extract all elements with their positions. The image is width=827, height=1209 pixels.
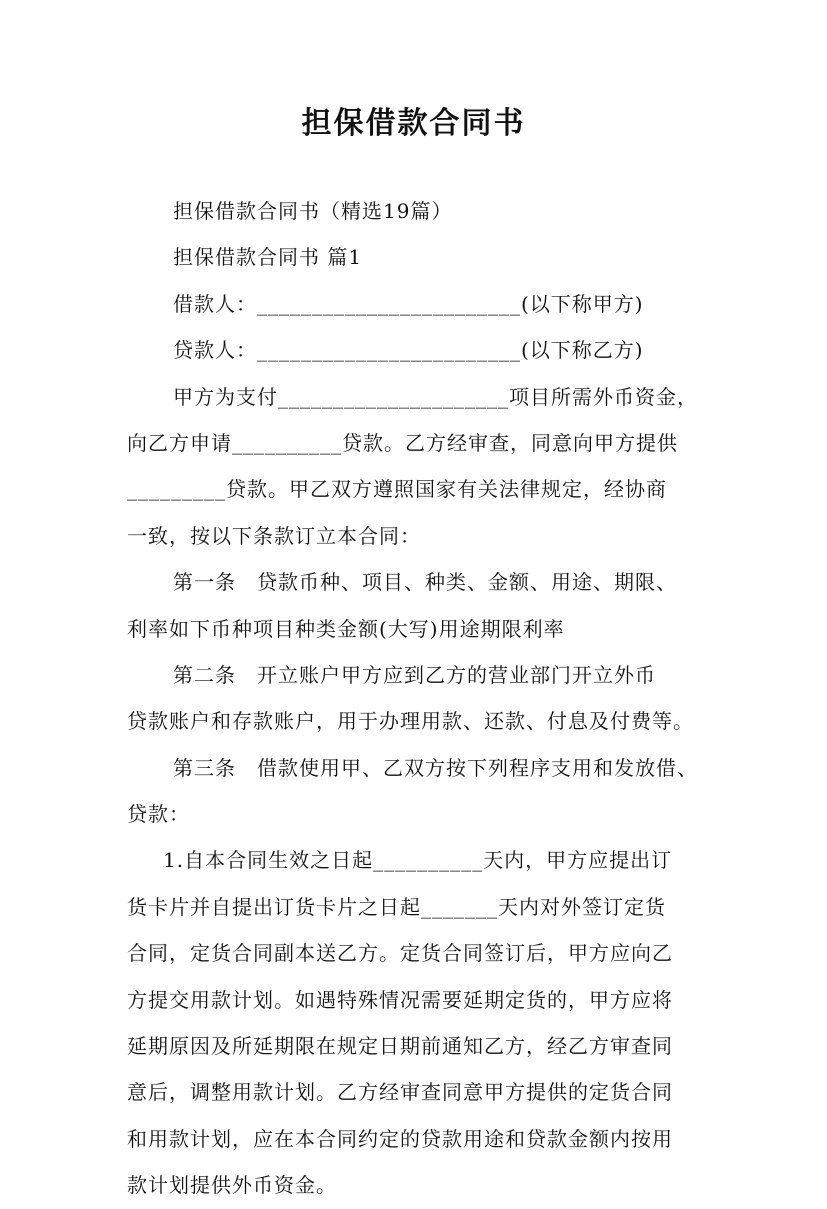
paragraph-line: 一致，按以下条款订立本合同：	[127, 523, 421, 548]
paragraph-line: 意后，调整用款计划。乙方经审查同意甲方提供的定货合同	[127, 1080, 673, 1105]
clause-one-line: 1.自本合同生效之日起__________天内，甲方应提出订	[163, 848, 673, 873]
paragraph-line: 贷款账户和存款账户，用于办理用款、还款、付息及付费等。	[127, 709, 694, 734]
paragraph-line: 和用款计划，应在本合同约定的贷款用途和贷款金额内按用	[127, 1126, 673, 1151]
document-title: 担保借款合同书	[301, 106, 526, 141]
paragraph-line: 向乙方申请__________贷款。乙方经审查，同意向甲方提供	[127, 430, 678, 455]
paragraph-line: 贷款：	[127, 802, 190, 827]
lender-line: 贷款人：________________________(以下称乙方)	[173, 338, 644, 363]
article-three-line: 第三条 借款使用甲、乙双方按下列程序支用和发放借、	[173, 755, 698, 780]
borrower-line: 借款人：________________________(以下称甲方)	[173, 291, 644, 316]
document-body	[127, 188, 712, 1209]
section-heading: 担保借款合同书 篇1	[173, 245, 363, 270]
paragraph-line: _________贷款。甲乙双方遵照国家有关法律规定，经协商	[127, 477, 667, 502]
paragraph-line: 延期原因及所延期限在规定日期前通知乙方，经乙方审查同	[127, 1034, 673, 1059]
subtitle-line: 担保借款合同书（精选19篇）	[173, 199, 453, 223]
paragraph-line: 方提交用款计划。如遇特殊情况需要延期定货的，甲方应将	[127, 987, 673, 1012]
article-two-line: 第二条 开立账户甲方应到乙方的营业部门开立外币	[173, 662, 656, 687]
article-one-line: 第一条 贷款币种、项目、种类、金额、用途、期限、	[173, 570, 677, 595]
paragraph-line: 利率如下币种项目种类金额(大写)用途期限利率	[127, 616, 565, 641]
paragraph-line: 甲方为支付_____________________项目所需外币资金，	[173, 384, 698, 409]
paragraph-line: 货卡片并自提出订货卡片之日起_______天内对外签订定货	[127, 894, 666, 919]
paragraph-line: 合同，定货合同副本送乙方。定货合同签订后，甲方应向乙	[127, 941, 673, 966]
paragraph-line: 款计划提供外币资金。	[127, 1173, 337, 1198]
